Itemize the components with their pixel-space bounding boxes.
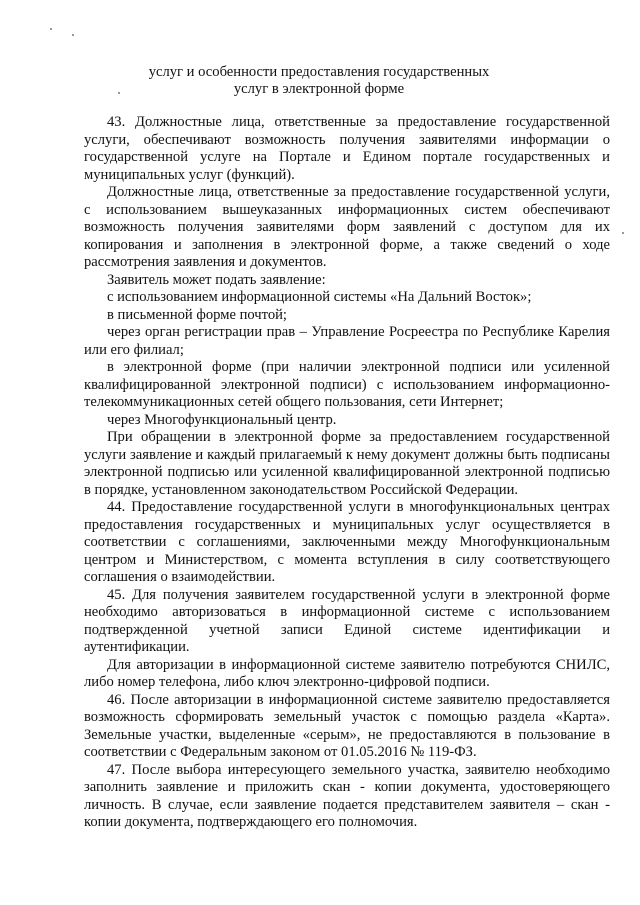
scan-speck bbox=[72, 34, 74, 36]
scan-speck bbox=[622, 232, 624, 234]
paragraph: Заявитель может подать заявление: bbox=[107, 271, 326, 288]
paragraph: 44. Предоставление государственной услуги в многофункциональных центрах предоставления государственных и муниципальных услуг осуществляется в соответствии с соглашениями, заключенными между Многофункциональным центром и Министерством, с момента вступления в силу соответствующего соглашения о взаимодействии. bbox=[84, 499, 610, 585]
paragraph: При обращении в электронной форме за предоставлением государственной услуги заявление и каждый прилагаемый к нему документ должны быть подписаны электронной подписью или усиленной квалифицированной электронной подписью в порядке, установленном законодательством Российской Федерации. bbox=[84, 429, 610, 498]
paragraph: с использованием информационной системы «На Дальний Восток»; bbox=[107, 289, 532, 305]
paragraph: Должностные лица, ответственные за предоставление государственной услуги, с использованием вышеуказанных информационных систем обеспечивают возможность получения заявителями форм заявлений с доступом для их копирования и заполнения в электронной форме, а также сведений о ходе рассмотрения заявления и документов. bbox=[84, 184, 610, 270]
paragraph: в письменной форме почтой; bbox=[107, 306, 287, 323]
paragraph: Для авторизации в информационной системе заявителю потребуются СНИЛС, либо номер телефона, либо ключ электронно-цифровой подписи. bbox=[84, 656, 610, 690]
section-heading bbox=[84, 64, 554, 98]
paragraph: 43. Должностные лица, ответственные за предоставление государственной услуги, обеспечивают возможность получения заявителями информации о государственной услуге на Портале и Едином портале государственных и муниципальных услуг (функций). bbox=[84, 114, 610, 183]
paragraph: 47. После выбора интересующего земельного участка, заявителю необходимо заполнить заявление и приложить скан - копии документа, удостоверяющего личность. В случае, если заявление подается представителем заявителя – скан - копии документа, подтверждающего его полномочия. bbox=[84, 761, 610, 830]
paragraph: в электронной форме (при наличии электронной подписи или усиленной квалифицированной электронной подписи) с использованием информационно-телекоммуникационных сетей общего пользования, сети Интернет; bbox=[84, 359, 610, 410]
paragraph: через Многофункциональный центр. bbox=[107, 411, 337, 428]
heading-line-2: услуг в электронной форме bbox=[233, 81, 405, 97]
paragraph: через орган регистрации прав – Управление Росреестра по Республике Карелия или его филиал; bbox=[84, 324, 610, 358]
document-body bbox=[84, 114, 610, 832]
scan-speck bbox=[50, 28, 52, 30]
paragraph: 45. Для получения заявителем государственной услуги в электронной форме необходимо авторизоваться в информационной системе с использованием подтвержденной учетной записи Единой системе идентификации и аутентификации. bbox=[84, 586, 610, 655]
heading-line-1: услуг и особенности предоставления государственных bbox=[148, 64, 490, 80]
paragraph: 46. После авторизации в информационной системе заявителю предоставляется возможность сформировать земельный участок с помощью раздела «Карта». Земельные участки, выделенные «серым», не предоставляются в пользование в соответствии с Федеральным законом от 01.05.2016 № 119-ФЗ. bbox=[84, 691, 610, 760]
